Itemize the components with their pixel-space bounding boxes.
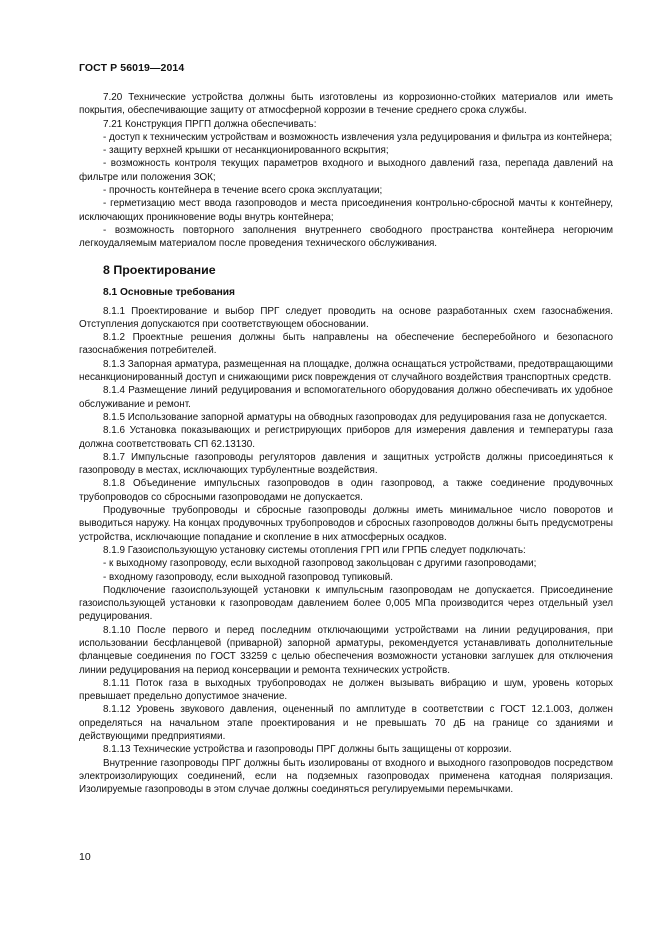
list-item: - возможность повторного заполнения внутреннего свободного пространства контейнера негорючим легкоудаляемым материалом после проведения технического обслуживания.: [79, 224, 613, 250]
paragraph-8-1-3: 8.1.3 Запорная арматура, размещенная на площадке, должна оснащаться устройствами, предотвращающими несанкционированный доступ и снижающими риск повреждения от случайного воздействия транспортных средств.: [79, 358, 613, 384]
list-item: - входному газопроводу, если выходной газопровод тупиковый.: [103, 571, 394, 583]
list-item: - возможность контроля текущих параметров входного и выходного давлений газа, перепада давлений на фильтре или положения ЗОК;: [79, 158, 613, 183]
paragraph-7-21: 7.21 Конструкция ПРГП должна обеспечивать:: [103, 118, 317, 130]
paragraph-8-1-4: 8.1.4 Размещение линий редуцирования и вспомогательного оборудования должно обеспечивать их удобное обслуживание и ремонт.: [79, 385, 613, 410]
document-standard-header: ГОСТ Р 56019—2014: [79, 62, 185, 74]
list-item: - доступ к техническим устройствам и возможность извлечения узла редуцирования и фильтра из контейнера;: [103, 131, 613, 143]
paragraph-8-1-1: 8.1.1 Проектирование и выбор ПРГ следует проводить на основе разработанных схем газоснабжения. Отступления допускаются при соответствующем обосновании.: [79, 305, 613, 330]
paragraph-8-1-9: 8.1.9 Газоиспользующую установку системы отопления ГРП или ГРПБ следует подключать:: [103, 544, 526, 556]
paragraph-8-1-13: 8.1.13 Технические устройства и газопроводы ПРГ должны быть защищены от коррозии.: [103, 744, 512, 756]
list-item: - защиту верхней крышки от несанкционированного вскрытия;: [103, 145, 389, 157]
subsection-heading: 8.1 Основные требования: [103, 286, 235, 298]
paragraph: Внутренние газопроводы ПРГ должны быть изолированы от входного и выходного газопроводов посредством электроизолирующих соединений, если на подземных газопроводах применена катодная поляризация. Изолируемые газопроводы в этом случае должны соединяться регулируемыми перемычками.: [79, 757, 613, 796]
paragraph-8-1-10: 8.1.10 После первого и перед последним отключающими устройствами на линии редуцирования, при использовании бесфланцевой (приварной) запорной арматуры, рекомендуется устанавливать дополнительные фланцевые соединения по ГОСТ 33259 с целью обеспечения возможности установки заглушек для отключения линии редуцирования на период консервации и ремонта технических устройств.: [79, 624, 613, 676]
list-item: - к выходному газопроводу, если выходной газопровод закольцован с другими газопроводами;: [103, 558, 537, 570]
section-heading: 8 Проектирование: [103, 262, 216, 277]
section-7-continuation: [79, 91, 613, 251]
page-number: 10: [79, 851, 91, 863]
paragraph-8-1-2: 8.1.2 Проектные решения должны быть направлены на обеспечение бесперебойного и безопасного газоснабжения потребителей.: [79, 332, 613, 357]
paragraph-7-20: 7.20 Технические устройства должны быть изготовлены из коррозионно-стойких материалов или иметь покрытия, обеспечивающие защиту от атмосферной коррозии в течение среднего срока службы.: [79, 92, 613, 117]
paragraph-8-1-11: 8.1.11 Поток газа в выходных трубопроводах не должен вызывать вибрацию и шум, уровень которых превышает предельно допустимое значение.: [79, 677, 613, 703]
paragraph: Подключение газоиспользующей установки к импульсным газопроводам не допускается. Присоединение газоиспользующей установки к газопроводам давлением более 0,005 МПа производится через отдельный узел редуцирования.: [79, 584, 613, 623]
paragraph-8-1-5: 8.1.5 Использование запорной арматуры на обводных газопроводах для редуцирования газа не допускается.: [103, 411, 608, 423]
paragraph-8-1-8: 8.1.8 Объединение импульсных газопроводов в один газопровод, а также соединение продувочных трубопроводов со сбросными газопроводами не допускается.: [79, 478, 613, 503]
paragraph-8-1-12: 8.1.12 Уровень звукового давления, оцененный по амплитуде в соответствии с ГОСТ 12.1.003, должен определяться на начальном этапе проектирования и не превышать 70 дБ на границе со зданиями и действующими предприятиями.: [79, 704, 613, 743]
paragraph-8-1-7: 8.1.7 Импульсные газопроводы регуляторов давления и защитных устройств должны присоединяться к газопроводу в местах, исключающих турбулентные воздействия.: [79, 451, 613, 477]
paragraph: Продувочные трубопроводы и сбросные газопроводы должны иметь минимальное число поворотов и выводиться наружу. На концах продувочных трубопроводов и сбросных газопроводов должны быть предусмотрены устройства, исключающие попадание и скопление в них атмосферных осадков.: [79, 505, 613, 543]
section-8-1-body: [79, 305, 613, 797]
page-body: [79, 91, 613, 797]
list-item: - герметизацию мест ввода газопроводов и места присоединения контрольно-сбросной мачты к контейнеру, исключающих проникновение воды внутрь контейнера;: [79, 198, 613, 223]
list-item: - прочность контейнера в течение всего срока эксплуатации;: [103, 185, 383, 197]
paragraph-8-1-6: 8.1.6 Установка показывающих и регистрирующих приборов для измерения давления и температуры газа должна соответствовать СП 62.13130.: [79, 425, 613, 450]
